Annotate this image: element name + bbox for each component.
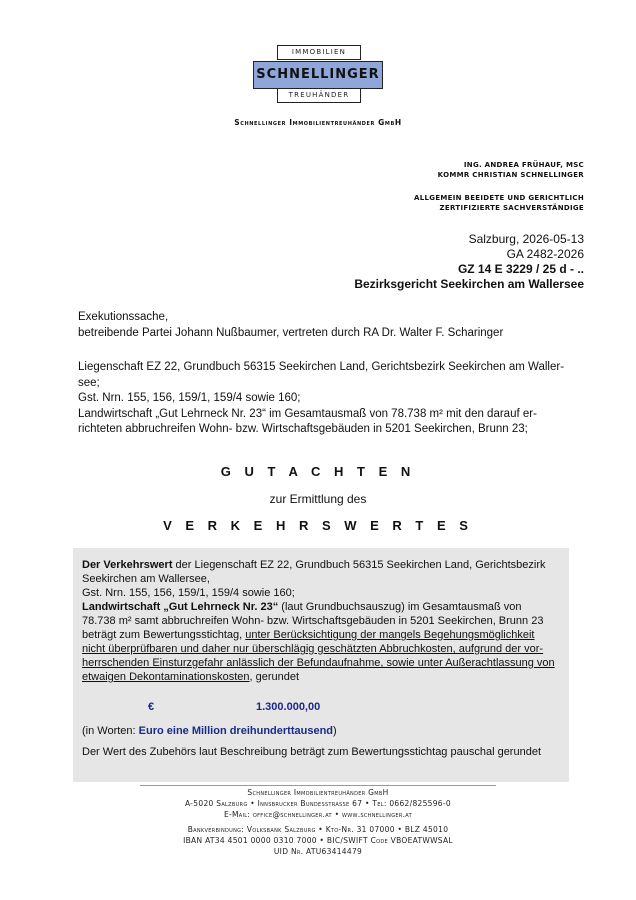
amount-in-words [82, 725, 337, 737]
summary-line-2: Seekirchen am Wallersee, [82, 573, 210, 585]
case-block [78, 310, 568, 341]
logo-bottom-label: TREUHÄNDER [277, 88, 361, 103]
footer-iban: IBAN AT34 4501 0000 0310 7000 • BIC/SWIFT Code VBOEATWWSAL [183, 836, 453, 845]
footer-bank: Bankverbindung: Volksbank Salzburg • Kto-Nr. 31 07000 • BLZ 45010 [187, 825, 449, 834]
document-subtitle: zur Ermittlung des [269, 492, 367, 506]
property-line-2: see; [78, 376, 100, 389]
document-title-value: V E R K E H R S W E R T E S [163, 518, 473, 533]
currency-symbol: € [148, 701, 155, 713]
valuation-summary-text [82, 558, 560, 684]
accessory-value-line: Der Wert des Zubehörs laut Beschreibung beträgt zum Bewertungsstichtag pauschal gerundet [82, 746, 541, 758]
footer-bank-block [0, 824, 636, 857]
summary-line-9: , gerundet [249, 671, 300, 683]
summary-line-6: beträgt zum Bewertungsstichtag, [82, 629, 246, 641]
footer-address: A-5020 Salzburg • Innsbrucker Bundesstrasse 67 • Tel: 0662/825596-0 [185, 799, 451, 808]
logo-top-label: IMMOBILIEN [277, 45, 361, 60]
words-value: Euro eine Million dreihunderttausend [138, 725, 334, 737]
property-line-3: Gst. Nrn. 155, 156, 159/1, 159/4 sowie 160; [78, 392, 301, 404]
summary-line-7: nicht überprüfbaren und daher nur überschlägig geschätzten Abbruchkosten, aufgrund der vor- [82, 643, 544, 655]
property-line-1: Liegenschaft EZ 22, Grundbuch 56315 Seekirchen Land, Gerichtsbezirk Seekirchen am Waller- [78, 361, 565, 373]
court-name: Bezirksgericht Seekirchen am Wallersee [354, 277, 584, 291]
words-prefix: (in Worten: [82, 725, 139, 737]
summary-line-4: (laut Grundbuchsauszug) im Gesamtausmaß von [278, 601, 522, 613]
summary-line-8: herrschenden Einsturzgefahr anlässlich der Befundaufnahme, sowie unter Außerachtlassung von [82, 657, 555, 669]
gz-number: GZ 14 E 3229 / 25 d - .. [457, 262, 584, 276]
footer-uid: UID Nr. ATU63414479 [273, 847, 363, 856]
summary-line-1: der Liegenschaft EZ 22, Grundbuch 56315 Seekirchen Land, Gerichtsbezirk [172, 559, 546, 571]
footer-block [0, 787, 636, 820]
valuation-amount: 1.300.000,00 [256, 701, 321, 713]
ga-number: GA 2482-2026 [506, 247, 584, 261]
footer-company: Schnellinger Immobilientreuhänder GmbH [247, 788, 389, 797]
meta-block [354, 232, 584, 292]
words-suffix: ) [333, 725, 337, 737]
expert-2: KOMMR CHRISTIAN SCHNELLINGER [437, 171, 584, 179]
summary-farm-name: Landwirtschaft „Gut Lehrneck Nr. 23“ [82, 601, 279, 613]
expert-title-1: ALLGEMEIN BEEIDETE UND GERICHTLICH [414, 194, 584, 202]
expert-title-block [414, 193, 584, 213]
case-line-1: Exekutionssache, [78, 311, 169, 323]
document-title: G U T A C H T E N [220, 464, 416, 479]
summary-line-5: 78.738 m² samt abbruchreifen Wohn- bzw. Wirtschaftsgebäuden in 5201 Seekirchen, Brunn 23 [82, 615, 544, 627]
firm-name: Schnellinger Immobilientreuhänder GmbH [234, 118, 402, 127]
footer-email: E-Mail: office@schnellinger.at • www.schnellinger.at [223, 810, 412, 819]
experts-block [438, 160, 584, 180]
expert-title-2: ZERTIFIZIERTE SACHVERSTÄNDIGE [439, 204, 584, 212]
place-date: Salzburg, 2026-05-13 [468, 232, 584, 246]
logo-wordmark: SCHNELLINGER [253, 61, 383, 89]
summary-line-3: Gst. Nrn. 155, 156, 159/1, 159/4 sowie 160; [82, 587, 295, 599]
footer-divider [140, 785, 496, 786]
expert-1: ING. ANDREA FRÜHAUF, MSC [463, 161, 584, 169]
case-line-2: betreibende Partei Johann Nußbaumer, vertreten durch RA Dr. Walter F. Scharinger [78, 326, 504, 339]
property-line-5: richteten abbruchreifen Wohn- bzw. Wirtschaftsgebäuden in 5201 Seekirchen, Brunn 23; [78, 423, 528, 435]
summary-lead: Der Verkehrswert [82, 559, 173, 571]
summary-line-9-underlined: etwaigen Dekontaminationskosten [82, 671, 250, 683]
property-line-4: Landwirtschaft „Gut Lehrneck Nr. 23“ im Gesamtausmaß von 78.738 m² mit den darauf er- [78, 407, 537, 420]
property-block [78, 360, 568, 438]
summary-line-6-underlined: unter Berücksichtigung der mangels Begehungsmöglichkeit [245, 629, 535, 641]
